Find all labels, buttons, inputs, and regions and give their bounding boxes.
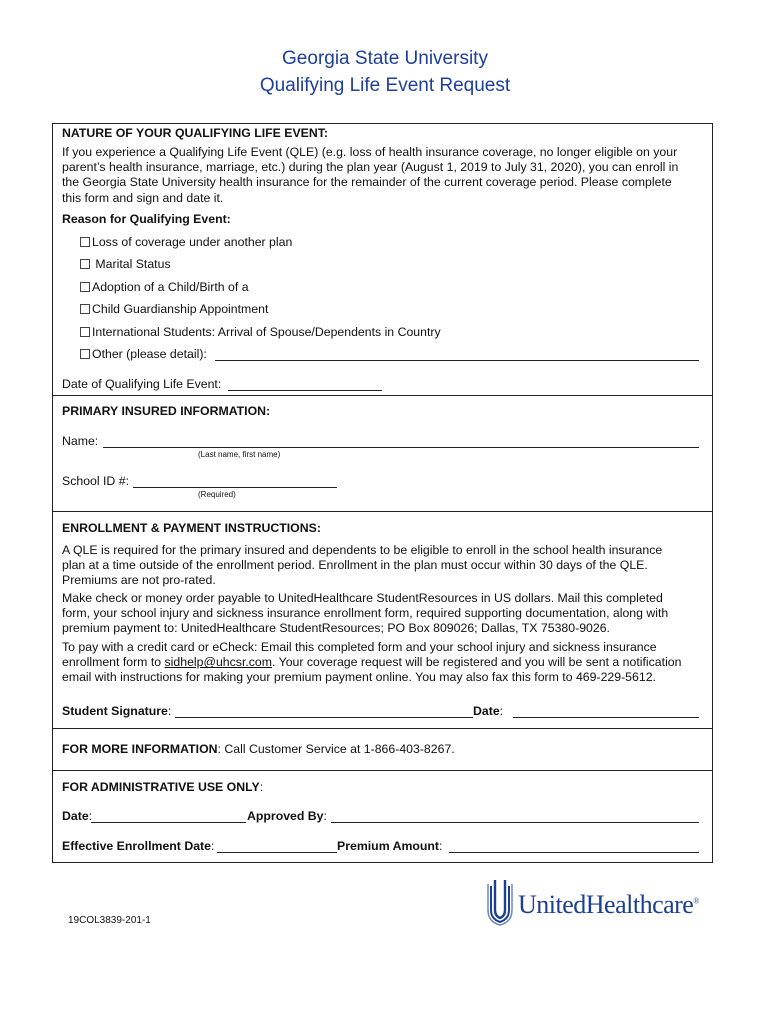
enrollment-para-2 xyxy=(62,591,707,637)
signature-date-label: Date xyxy=(473,704,500,718)
option-adoption-birth[interactable]: Adoption of a Child/Birth of a xyxy=(80,280,249,296)
approved-by-row: Approved By: xyxy=(247,809,327,823)
signature-date-row: Date: xyxy=(473,704,504,718)
option-other[interactable]: Other (please detail): xyxy=(80,347,207,363)
enrollment-para-1 xyxy=(62,543,707,589)
option-guardianship[interactable]: Child Guardianship Appointment xyxy=(80,302,268,318)
option-international-students[interactable]: International Students: Arrival of Spouse/Dependents in Country xyxy=(80,325,441,341)
primary-heading: PRIMARY INSURED INFORMATION: xyxy=(62,404,271,418)
checkbox[interactable] xyxy=(80,237,90,247)
para-line: form, your school injury and sickness insurance enrollment form, required supporting documentation, along with xyxy=(62,606,669,621)
checkbox[interactable] xyxy=(80,327,90,337)
name-hint: (Last name, first name) xyxy=(198,450,281,459)
logo-wordmark: UnitedHealthcare® xyxy=(518,890,699,919)
premium-amount-label: Premium Amount xyxy=(337,839,440,853)
enrollment-para-3 xyxy=(62,640,707,686)
intro-line: parent’s health insurance, marriage, etc.) during the plan year (August 1, 2019 to July 31, 2020), you can enroll in xyxy=(62,160,679,175)
more-info-text: FOR MORE INFORMATION: Call Customer Service at 1-866-403-8267. xyxy=(62,742,455,756)
admin-date-row: Date: xyxy=(62,809,93,823)
para-line: Premiums are not pro-rated. xyxy=(62,573,216,588)
approved-by-label: Approved By xyxy=(247,809,324,823)
more-info-section xyxy=(53,729,712,771)
other-detail-field[interactable] xyxy=(215,360,699,361)
intro-line: this form and sign and date it. xyxy=(62,190,224,205)
checkbox[interactable] xyxy=(80,259,90,269)
para-line: premium payment to: UnitedHealthcare StudentResources; PO Box 809026; Dallas, TX 75380-9026. xyxy=(62,621,610,636)
qle-date-label: Date of Qualifying Life Event: xyxy=(62,377,222,391)
effective-date-row: Effective Enrollment Date: xyxy=(62,839,215,853)
effective-date-label: Effective Enrollment Date xyxy=(62,839,211,853)
para-line: email with instructions for making your premium payment online. You may also fax this form to 469-229-5612. xyxy=(62,670,656,685)
nature-heading: NATURE OF YOUR QUALIFYING LIFE EVENT: xyxy=(62,126,328,140)
school-id-hint: (Required) xyxy=(198,490,236,499)
school-id-field[interactable] xyxy=(133,487,337,488)
para-line: A QLE is required for the primary insured and dependents to be eligible to enroll in the school health insurance xyxy=(62,543,663,557)
checkbox[interactable] xyxy=(80,282,90,292)
approved-by-field[interactable] xyxy=(331,822,699,823)
signature-date-field[interactable] xyxy=(513,717,699,718)
intro-line: the Georgia State University health insurance for the remainder of the current coverage period. Please complete xyxy=(62,175,672,190)
option-marital-status[interactable]: Marital Status xyxy=(80,257,171,273)
checkbox[interactable] xyxy=(80,349,90,359)
signature-row: Student Signature: xyxy=(62,704,172,718)
document-subtitle: Qualifying Life Event Request xyxy=(259,75,511,96)
para-line: Make check or money order payable to UnitedHealthcare StudentResources in US dollars. Mail this completed xyxy=(62,591,663,605)
uhc-shield-icon xyxy=(486,878,514,926)
premium-amount-field[interactable] xyxy=(449,852,699,853)
unitedhealthcare-logo xyxy=(486,878,716,928)
admin-date-label: Date xyxy=(62,809,89,823)
para-line: enrollment form to sidhelp@uhcsr.com. Your coverage request will be registered and you will be sent a notification xyxy=(62,655,682,670)
signature-field[interactable] xyxy=(175,717,473,718)
admin-date-field[interactable] xyxy=(91,822,246,823)
qle-form xyxy=(52,123,713,863)
support-email-link[interactable]: sidhelp@uhcsr.com xyxy=(164,655,273,670)
form-code: 19COL3839-201-1 xyxy=(68,915,151,926)
effective-date-field[interactable] xyxy=(217,852,337,853)
document-title: Georgia State University xyxy=(282,48,488,69)
admin-section xyxy=(53,771,712,862)
nature-intro xyxy=(62,145,707,206)
reason-heading: Reason for Qualifying Event: xyxy=(62,212,231,226)
name-label: Name: xyxy=(62,434,99,448)
checkbox[interactable] xyxy=(80,304,90,314)
admin-heading: FOR ADMINISTRATIVE USE ONLY: xyxy=(62,780,264,794)
primary-insured-section xyxy=(53,396,712,512)
signature-label: Student Signature xyxy=(62,704,168,718)
enrollment-section xyxy=(53,512,712,729)
nature-section xyxy=(53,124,712,396)
para-line: To pay with a credit card or eCheck: Email this completed form and your school injury and sickness insurance xyxy=(62,640,657,654)
option-loss-of-coverage[interactable]: Loss of coverage under another plan xyxy=(80,235,292,251)
name-field[interactable] xyxy=(103,447,699,448)
intro-line: If you experience a Qualifying Life Event (QLE) (e.g. loss of health insurance coverage, no longer eligible on your xyxy=(62,145,678,159)
para-line: plan at a time outside of the enrollment period. Enrollment in the plan must occur within 30 days of the QLE. xyxy=(62,558,648,573)
enrollment-heading: ENROLLMENT & PAYMENT INSTRUCTIONS: xyxy=(62,521,321,535)
premium-amount-row: Premium Amount: xyxy=(337,839,443,853)
school-id-label: School ID #: xyxy=(62,474,129,488)
qle-date-field[interactable] xyxy=(228,390,382,391)
